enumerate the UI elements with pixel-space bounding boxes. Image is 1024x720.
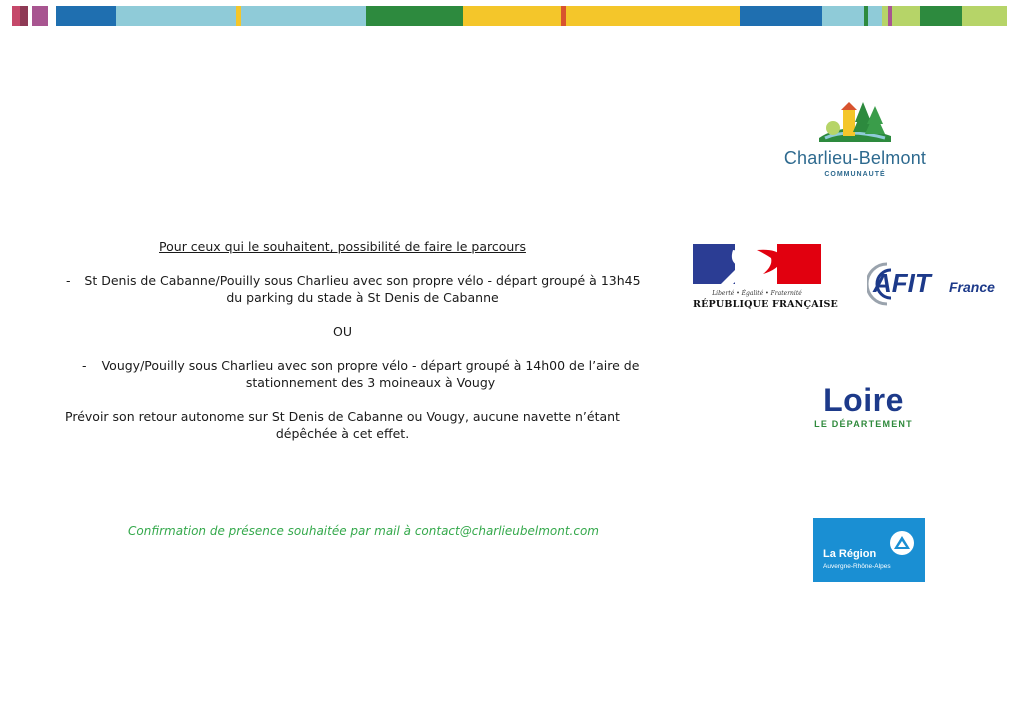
landscape-icon [815, 98, 895, 142]
return-note: Prévoir son retour autonome sur St Denis de Cabanne ou Vougy, aucune navette n’étant dépêchée à cet effet. [65, 409, 620, 441]
loire-name: Loire [823, 382, 904, 418]
republique-name: RÉPUBLIQUE FRANÇAISE [693, 299, 838, 310]
bullet-text: St Denis de Cabanne/Pouilly sous Charlieu avec son propre vélo - départ groupé à 13h45 du parking du stade à St Denis de Cabanne [84, 273, 641, 305]
marianne-flag-icon [693, 244, 821, 284]
afit-france-logo [867, 258, 1002, 310]
bullet-item [40, 357, 645, 391]
loire-departement-logo [806, 384, 921, 436]
charlieu-belmont-name: Charlieu-Belmont [783, 148, 927, 168]
region-aura-logo [813, 518, 925, 582]
bullet-item [40, 272, 645, 306]
main-text-block [40, 238, 645, 455]
confirmation-text: Confirmation de présence souhaitée par mail à contact@charlieubelmont.com [128, 524, 599, 538]
header-color-stripe [12, 6, 1021, 26]
republique-motto: Liberté • Égalité • Fraternité [712, 290, 802, 297]
afit-mark-icon [867, 258, 1002, 310]
charlieu-belmont-logo [770, 98, 940, 178]
region-name: La Région [823, 548, 877, 560]
or-separator: OU [333, 324, 352, 339]
bullet-dash: - [66, 273, 71, 288]
region-subtitle: Auvergne-Rhône-Alpes [823, 563, 891, 570]
loire-subtitle: LE DÉPARTEMENT [814, 419, 913, 429]
republique-francaise-logo [693, 244, 838, 314]
afit-suffix: France [949, 279, 995, 295]
charlieu-belmont-subtitle: COMMUNAUTÉ [824, 171, 886, 178]
bullet-text: Vougy/Pouilly sous Charlieu avec son propre vélo - départ groupé à 14h00 de l’aire de stationnement des 3 moineaux à Vougy [101, 358, 640, 390]
bullet-dash: - [82, 358, 87, 373]
afit-brand: AFIT [873, 268, 931, 298]
route-heading: Pour ceux qui le souhaitent, possibilité de faire le parcours [159, 239, 526, 254]
mountain-icon [889, 530, 915, 556]
